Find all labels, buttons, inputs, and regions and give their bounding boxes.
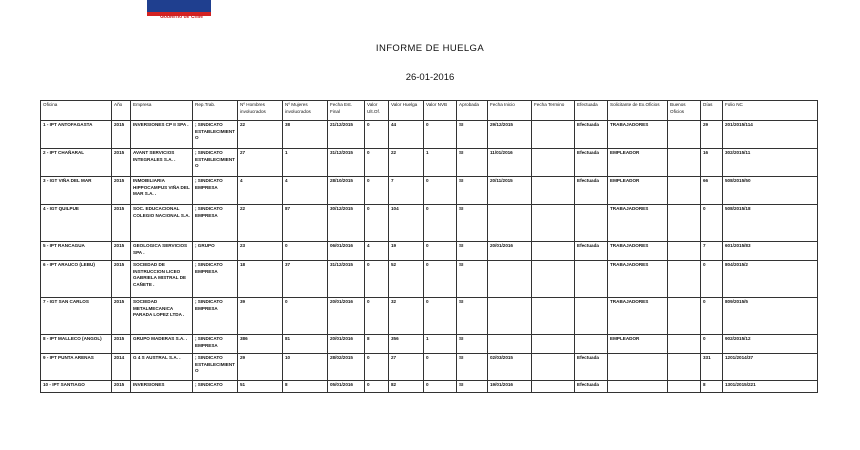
table-cell: SI	[457, 242, 488, 261]
table-cell: 44	[389, 121, 424, 149]
table-cell	[488, 335, 532, 354]
table-cell: 87	[283, 205, 328, 242]
column-header: Rep.Trab.	[193, 101, 238, 121]
table-cell	[668, 149, 701, 177]
table-cell: INVERSIONES CP II SPA .	[131, 121, 193, 149]
column-header: Efectuada	[575, 101, 608, 121]
table-cell: Efectuada	[575, 121, 608, 149]
government-logo	[147, 0, 211, 12]
table-cell: 2015	[112, 381, 131, 393]
table-cell: 8	[283, 381, 328, 393]
table-cell: 1301/2015/221	[723, 381, 818, 393]
table-cell: 2015	[112, 335, 131, 354]
table-row	[41, 177, 818, 205]
table-cell: 0	[424, 381, 457, 393]
table-cell: 1	[424, 335, 457, 354]
table-cell	[668, 121, 701, 149]
table-cell: 0	[365, 261, 389, 298]
table-row	[41, 298, 818, 335]
column-header: Valor Huelga	[389, 101, 424, 121]
table-cell: 0	[283, 242, 328, 261]
table-cell: 2015	[112, 261, 131, 298]
table-cell: 10 - IPT SANTIAGO	[41, 381, 112, 393]
table-cell: 0	[283, 298, 328, 335]
table-cell: 0	[365, 298, 389, 335]
column-header: Fecha Termino	[532, 101, 575, 121]
column-header: Nº Mujeres involucrados	[283, 101, 328, 121]
table-cell: 1	[283, 149, 328, 177]
table-cell: 0	[424, 121, 457, 149]
column-header: Buenos Oficios	[668, 101, 701, 121]
table-cell	[668, 242, 701, 261]
table-cell: TRABAJADORES	[608, 121, 668, 149]
table-cell: 20/11/2015	[488, 177, 532, 205]
table-cell: 19	[389, 242, 424, 261]
column-header: Nº Hombres involucrados	[238, 101, 283, 121]
table-cell: 6 - IPT ARAUCO (LEBU)	[41, 261, 112, 298]
table-cell: TRABAJADORES	[608, 205, 668, 242]
table-cell: 20/01/2016	[328, 298, 365, 335]
table-cell	[608, 354, 668, 381]
table-cell	[532, 261, 575, 298]
table-cell: 31/12/2015	[328, 261, 365, 298]
table-cell: 2015	[112, 242, 131, 261]
table-cell: 2015	[112, 149, 131, 177]
table-cell: 0	[365, 177, 389, 205]
table-cell: G 4 S AUSTRAL S.A. .	[131, 354, 193, 381]
table-cell: 809/2015/5	[723, 298, 818, 335]
table-cell: 7	[701, 242, 723, 261]
table-cell: 27	[238, 149, 283, 177]
table-cell	[488, 298, 532, 335]
table-cell: ; SINDICATO EMPRESA	[193, 205, 238, 242]
table-cell: 20/01/2016	[488, 242, 532, 261]
table-cell: 0	[424, 177, 457, 205]
table-cell: 1 - IPT ANTOFAGASTA	[41, 121, 112, 149]
table-cell: ; GRUPO	[193, 242, 238, 261]
table-row	[41, 205, 818, 242]
logo-text: Gobierno de Chile	[160, 14, 204, 20]
column-header: Fecha Est. Final	[328, 101, 365, 121]
table-cell: 601/2015/83	[723, 242, 818, 261]
table-cell: 19/01/2016	[488, 381, 532, 393]
table-cell: 51	[238, 381, 283, 393]
table-cell	[532, 121, 575, 149]
table-cell	[575, 261, 608, 298]
table-cell: 201/2015/114	[723, 121, 818, 149]
table-row	[41, 354, 818, 381]
table-cell: 4	[238, 177, 283, 205]
column-header: Valor NVB	[424, 101, 457, 121]
table-cell	[668, 335, 701, 354]
table-cell: SI	[457, 298, 488, 335]
table-row	[41, 121, 818, 149]
table-cell	[668, 177, 701, 205]
table-cell: EMPLEADOR	[608, 149, 668, 177]
table-cell: 902/2015/12	[723, 335, 818, 354]
table-cell: Efectuada	[575, 381, 608, 393]
table-cell: 0	[424, 261, 457, 298]
table-cell: 18	[238, 261, 283, 298]
table-cell: GRUPO MADERAS S.A. .	[131, 335, 193, 354]
table-cell	[668, 298, 701, 335]
table-row	[41, 335, 818, 354]
table-cell: 0	[424, 298, 457, 335]
table-cell: 39	[238, 298, 283, 335]
table-row	[41, 261, 818, 298]
table-cell: 0	[424, 242, 457, 261]
table-cell: EMPLEADOR	[608, 335, 668, 354]
table-cell	[575, 335, 608, 354]
table-cell: SI	[457, 177, 488, 205]
table-cell: 386	[238, 335, 283, 354]
table-cell: ; SINDICATO ESTABLECIMIENTO	[193, 121, 238, 149]
table-cell: INVERSIONES	[131, 381, 193, 393]
table-cell: 37	[283, 261, 328, 298]
table-cell: 22	[389, 149, 424, 177]
table-cell: 4	[283, 177, 328, 205]
table-cell: 20/01/2016	[328, 335, 365, 354]
table-cell: 0	[365, 149, 389, 177]
table-cell	[668, 381, 701, 393]
table-cell: SI	[457, 381, 488, 393]
table-cell: 0	[424, 205, 457, 242]
column-header: Valor Ult.Of.	[365, 101, 389, 121]
table-cell: 1	[424, 149, 457, 177]
table-cell: 0	[424, 354, 457, 381]
table-cell: ; SINDICATO EMPRESA	[193, 261, 238, 298]
table-cell: 29/12/2015	[488, 121, 532, 149]
table-cell: 05/01/2016	[328, 381, 365, 393]
table-cell: 104	[389, 205, 424, 242]
table-cell: 804/2015/2	[723, 261, 818, 298]
table-cell	[532, 354, 575, 381]
table-cell: 2015	[112, 298, 131, 335]
table-cell	[575, 205, 608, 242]
table-cell: 0	[701, 335, 723, 354]
table-cell	[488, 205, 532, 242]
table-cell: 5 - IPT RANCAGUA	[41, 242, 112, 261]
table-cell: 32	[389, 298, 424, 335]
table-cell: AVANT SERVICIOS INTEGRALES S.A. .	[131, 149, 193, 177]
table-cell	[668, 205, 701, 242]
column-header: Oficina	[41, 101, 112, 121]
table-cell: 8 - IPT MALLECO (ANGOL)	[41, 335, 112, 354]
table-cell: 10	[283, 354, 328, 381]
table-cell: 2015	[112, 177, 131, 205]
column-header: Folio NC	[723, 101, 818, 121]
table-cell: 8	[701, 381, 723, 393]
table-cell: 2015	[112, 121, 131, 149]
table-cell: INMOBILIARIA HIPPOCAMPUS VIÑA DEL MAR S.A. .	[131, 177, 193, 205]
table-cell: 82	[389, 381, 424, 393]
table-cell: 66	[701, 177, 723, 205]
column-header: Fecha Inicio	[488, 101, 532, 121]
table-cell: EMPLEADOR	[608, 177, 668, 205]
table-cell: 8	[365, 335, 389, 354]
table-cell: ; SINDICATO	[193, 381, 238, 393]
table-cell: ; SINDICATO ESTABLECIMIENTO	[193, 354, 238, 381]
table-cell: SI	[457, 335, 488, 354]
table-cell: SI	[457, 354, 488, 381]
table-cell: 508/2015/50	[723, 177, 818, 205]
table-cell: Efectuada	[575, 242, 608, 261]
table-cell: 22	[238, 121, 283, 149]
table-cell: SOCIEDAD DE INSTRUCCION LICEO GABRIELA MISTRAL DE CAÑETE .	[131, 261, 193, 298]
table-cell: 2 - IPT CHAÑARAL	[41, 149, 112, 177]
table-cell: 28/02/2015	[328, 354, 365, 381]
table-cell	[532, 381, 575, 393]
table-cell: GEOLOGICA SERVICIOS SPA .	[131, 242, 193, 261]
table-cell: 29	[238, 354, 283, 381]
table-cell: SOC. EDUCACIONAL COLEGIO NACIONAL S.A.	[131, 205, 193, 242]
table-cell: SI	[457, 261, 488, 298]
report-title: INFORME DE HUELGA	[375, 43, 485, 54]
table-cell: 02/03/2015	[488, 354, 532, 381]
table-cell: Efectuada	[575, 177, 608, 205]
table-cell: 22	[238, 205, 283, 242]
table-cell	[488, 261, 532, 298]
table-cell	[608, 381, 668, 393]
table-cell: SI	[457, 205, 488, 242]
table-row	[41, 149, 818, 177]
table-cell: Efectuada	[575, 149, 608, 177]
table-cell: TRABAJADORES	[608, 242, 668, 261]
table-cell	[532, 242, 575, 261]
table-cell: 0	[701, 205, 723, 242]
logo-blue-block	[147, 0, 175, 12]
table-cell: TRABAJADORES	[608, 298, 668, 335]
table-cell: ; SINDICATO ESTABLECIMIENTO	[193, 149, 238, 177]
table-header-row	[41, 101, 818, 121]
table-cell: 2015	[112, 205, 131, 242]
table-cell	[668, 261, 701, 298]
column-header: Días	[701, 101, 723, 121]
table-cell: Efectuada	[575, 354, 608, 381]
table-cell: 30/12/2015	[328, 205, 365, 242]
report-date: 26-01-2016	[405, 72, 455, 83]
table-cell	[532, 177, 575, 205]
table-cell: 0	[701, 261, 723, 298]
table-cell: 1201/2014/37	[723, 354, 818, 381]
table-cell: 31/12/2015	[328, 149, 365, 177]
table-cell: 29	[701, 121, 723, 149]
table-cell: SI	[457, 121, 488, 149]
table-cell: 3 - IGT VIÑA DEL MAR	[41, 177, 112, 205]
table-cell	[575, 298, 608, 335]
table-cell: 356	[389, 335, 424, 354]
column-header: Empresa	[131, 101, 193, 121]
table-cell: 52	[389, 261, 424, 298]
table-cell: ; SINDICATO EMPRESA	[193, 298, 238, 335]
table-cell: ; SINDICATO EMPRESA	[193, 335, 238, 354]
table-cell: 508/2015/18	[723, 205, 818, 242]
table-cell: 4 - IGT QUILPUE	[41, 205, 112, 242]
table-cell: 4	[365, 242, 389, 261]
table-cell: 23	[238, 242, 283, 261]
table-cell	[668, 354, 701, 381]
table-cell: 06/01/2016	[328, 242, 365, 261]
table-cell: 2014	[112, 354, 131, 381]
table-cell: 11/01/2016	[488, 149, 532, 177]
table-cell: 302/2015/11	[723, 149, 818, 177]
table-cell: SOCIEDAD METALMECANICA PARADA LOPEZ LTDA .	[131, 298, 193, 335]
table-cell: 9 - IPT PUNTA ARENAS	[41, 354, 112, 381]
table-cell	[532, 335, 575, 354]
table-cell	[532, 298, 575, 335]
strike-table	[40, 100, 818, 393]
table-cell: 28/10/2015	[328, 177, 365, 205]
table-cell: ; SINDICATO EMPRESA	[193, 177, 238, 205]
table-cell: 7	[389, 177, 424, 205]
table-cell: SI	[457, 149, 488, 177]
table-cell: 7 - IGT SAN CARLOS	[41, 298, 112, 335]
table-cell: 331	[701, 354, 723, 381]
table-cell: 21/12/2015	[328, 121, 365, 149]
table-row	[41, 381, 818, 393]
table-cell: 0	[365, 381, 389, 393]
column-header: Aprobada	[457, 101, 488, 121]
table-cell: TRABAJADORES	[608, 261, 668, 298]
table-cell: 27	[389, 354, 424, 381]
table-cell	[532, 149, 575, 177]
table-cell: 0	[701, 298, 723, 335]
column-header: Solicitante de Ex.Oficios	[608, 101, 668, 121]
table-cell	[532, 205, 575, 242]
table-cell: 0	[365, 121, 389, 149]
table-row	[41, 242, 818, 261]
table-cell: 0	[365, 205, 389, 242]
table-cell: 0	[365, 354, 389, 381]
table-cell: 81	[283, 335, 328, 354]
column-header: Año	[112, 101, 131, 121]
table-cell: 16	[701, 149, 723, 177]
table-cell: 38	[283, 121, 328, 149]
